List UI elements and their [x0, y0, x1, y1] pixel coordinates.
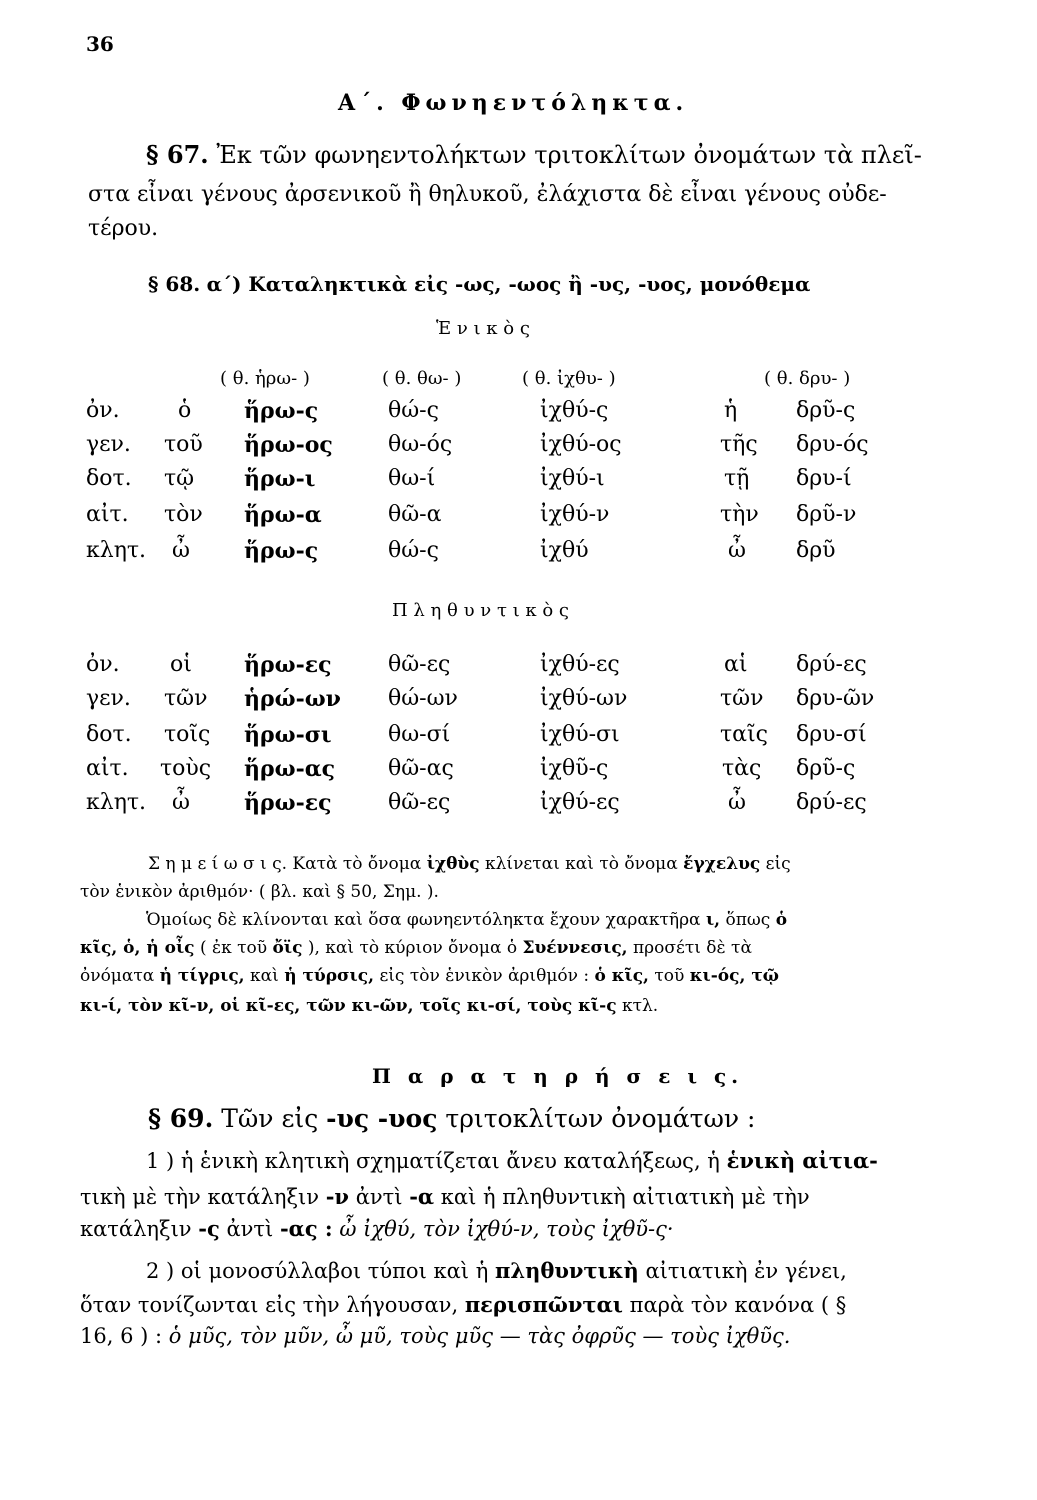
word-form: ἥρω-σι — [244, 722, 332, 748]
note-line: τὸν ἑνικὸν ἀριθμόν· ( βλ. καὶ § 50, Σημ. ). — [80, 882, 439, 902]
article: ὦ — [728, 538, 746, 563]
word-form: θω-ί — [388, 466, 436, 491]
case-label: γεν. — [86, 432, 131, 457]
word-form: δρῦ-ς — [796, 756, 856, 781]
stem-ichthys: ( θ. ἰχθυ- ) — [522, 368, 616, 389]
word-form: ἰχθύ-ος — [540, 432, 622, 457]
word-form: θώ-ς — [388, 538, 439, 563]
word-form: ἰχθύ-σι — [540, 722, 620, 747]
word-form: ἡρώ-ων — [244, 686, 341, 712]
section-number: § 67. — [146, 140, 209, 169]
word-form: θῶ-ες — [388, 790, 451, 815]
article: ὦ — [172, 538, 190, 563]
word-form: ἰχθύ-ι — [540, 466, 605, 491]
word-form: ἥρω-ας — [244, 756, 336, 782]
rule-2-line: 16, 6 ) : ὁ μῦς, τὸν μῦν, ὦ μῦ, τοὺς μῦς — τὰς ὀφρῦς — τοὺς ἰχθῦς. — [80, 1324, 791, 1348]
word-form: θω-ός — [388, 432, 453, 457]
stem-heros: ( θ. ἡρω- ) — [220, 368, 310, 389]
case-label: αἰτ. — [86, 756, 129, 781]
case-label: γεν. — [86, 686, 131, 711]
case-label: ὀν. — [86, 398, 120, 423]
rule-1-line: τικὴ μὲ τὴν κατάληξιν -ν ἀντὶ -α καὶ ἡ πληθυντικὴ αἰτιατικὴ μὲ τὴν — [80, 1184, 810, 1209]
note-label: Σ η μ ε ί ω σ ι ς. — [148, 854, 288, 874]
word-form: θῶ-α — [388, 502, 442, 527]
word-form: θῶ-ας — [388, 756, 454, 781]
word-form: ἰχθύ-ν — [540, 502, 610, 527]
article: τῆς — [720, 432, 758, 457]
article: τῶν — [720, 686, 764, 711]
word-form: ἥρω-ς — [244, 398, 319, 424]
case-label: δοτ. — [86, 466, 132, 491]
word-form: ἰχθύ-ες — [540, 790, 620, 815]
text-line: τέρου. — [88, 216, 159, 241]
word-form: δρυ-ός — [796, 432, 869, 457]
word-form: ἥρω-ες — [244, 790, 332, 816]
rule-2-line: ὅταν τονίζωνται εἰς τὴν λήγουσαν, περισπῶνται παρὰ τὸν κανόνα ( § — [80, 1292, 847, 1317]
word-form: δρῦ-ς — [796, 398, 856, 423]
plural-label: Π λ η θ υ ν τ ι κ ὸ ς — [392, 600, 570, 621]
page-number: 36 — [86, 32, 114, 56]
word-form: δρῦ — [796, 538, 836, 563]
article: τὴν — [720, 502, 759, 527]
note-line: Ὁμοίως δὲ κλίνονται καὶ ὅσα φωνηεντόληκτα ἔχουν χαρακτῆρα ι, ὅπως ὁ — [146, 910, 788, 930]
note-line: κι-ί, τὸν κῖ-ν, οἱ κῖ-ες, τῶν κι-ῶν, τοῖς κι-σί, τοὺς κῖ-ς κτλ. — [80, 996, 659, 1016]
article: τῷ — [164, 466, 195, 491]
rule-2-line: 2 ) οἱ μονοσύλλαβοι τύποι καὶ ἡ πληθυντικὴ αἰτιατικὴ ἐν γένει, — [146, 1258, 847, 1283]
case-label: κλητ. — [86, 790, 147, 815]
paragraph-68 — [148, 272, 810, 296]
article: τοὺς — [160, 756, 212, 781]
rule-1-line: κατάληξιν -ς ἀντὶ -ας : ὦ ἰχθύ, τὸν ἰχθύ-ν, τοὺς ἰχθῦ-ς· — [80, 1216, 674, 1241]
section-number: § 68. — [148, 272, 201, 296]
word-form: δρυ-σί — [796, 722, 867, 747]
word-form: ἥρω-ι — [244, 466, 316, 492]
singular-label: Ἑ ν ι κ ὸ ς — [436, 318, 530, 339]
word-form: δρύ-ες — [796, 652, 867, 677]
article: τοῦ — [164, 432, 203, 457]
word-form: θώ-ς — [388, 398, 439, 423]
word-form: ἥρω-ος — [244, 432, 333, 458]
article: ἡ — [724, 398, 738, 423]
case-label: κλητ. — [86, 538, 147, 563]
article: τοῖς — [164, 722, 211, 747]
article: ὦ — [172, 790, 190, 815]
section-heading: α΄) Καταληκτικὰ εἰς -ως, -ωος ἢ -υς, -υος, μονόθεμα — [206, 272, 811, 296]
stem-thos: ( θ. θω- ) — [382, 368, 462, 389]
word-form: ἥρω-ς — [244, 538, 319, 564]
article: αἱ — [724, 652, 748, 677]
word-form: ἰχθύ-ς — [540, 398, 609, 423]
case-label: αἰτ. — [86, 502, 129, 527]
word-form: θώ-ων — [388, 686, 458, 711]
article: τῶν — [164, 686, 208, 711]
article: τὰς — [722, 756, 762, 781]
word-form: ἰχθύ-ων — [540, 686, 628, 711]
case-label: δοτ. — [86, 722, 132, 747]
word-form: θῶ-ες — [388, 652, 451, 677]
word-form: δρῦ-ν — [796, 502, 857, 527]
article: τὸν — [164, 502, 203, 527]
word-form: δρυ-ί — [796, 466, 852, 491]
word-form: θω-σί — [388, 722, 451, 747]
section-number: § 69. — [148, 1104, 214, 1133]
observations-title: Π α ρ α τ η ρ ή σ ε ι ς. — [372, 1064, 744, 1088]
stem-drys: ( θ. δρυ- ) — [764, 368, 851, 389]
case-label: ὀν. — [86, 652, 120, 677]
word-form: δρύ-ες — [796, 790, 867, 815]
word-form: ἰχθύ — [540, 538, 589, 563]
article: ὁ — [178, 398, 192, 423]
word-form: ἥρω-α — [244, 502, 322, 528]
article: οἱ — [170, 652, 192, 677]
article: ὦ — [728, 790, 746, 815]
note-line: ὀνόματα ἡ τίγρις, καὶ ἡ τύρσις, εἰς τὸν ἑνικὸν ἀριθμόν : ὁ κῖς, τοῦ κι-ός, τῷ — [80, 966, 779, 986]
word-form: ἰχθύ-ες — [540, 652, 620, 677]
text-line: στα εἶναι γένους ἀρσενικοῦ ἢ θηλυκοῦ, ἐλάχιστα δὲ εἶναι γένους οὐδε- — [88, 182, 887, 207]
rule-1-line: 1 ) ἡ ἑνικὴ κλητικὴ σχηματίζεται ἄνευ καταλήξεως, ἡ ἑνικὴ αἰτια- — [146, 1148, 878, 1173]
word-form: δρυ-ῶν — [796, 686, 875, 711]
word-form: ἥρω-ες — [244, 652, 332, 678]
text-line: Ἐκ τῶν φωνηεντολήκτων τριτοκλίτων ὀνομάτων τὰ πλεῖ- — [216, 141, 922, 169]
article: τῇ — [724, 466, 750, 491]
section-title: Α΄. Φωνηεντόληκτα. — [338, 90, 689, 116]
word-form: ἰχθῦ-ς — [540, 756, 609, 781]
note-line: κῖς, ὁ, ἡ οἶς ( ἐκ τοῦ ὄϊς ), καὶ τὸ κύριον ὄνομα ὁ Συέννεσις, προσέτι δὲ τὰ — [80, 938, 752, 958]
article: ταῖς — [720, 722, 768, 747]
